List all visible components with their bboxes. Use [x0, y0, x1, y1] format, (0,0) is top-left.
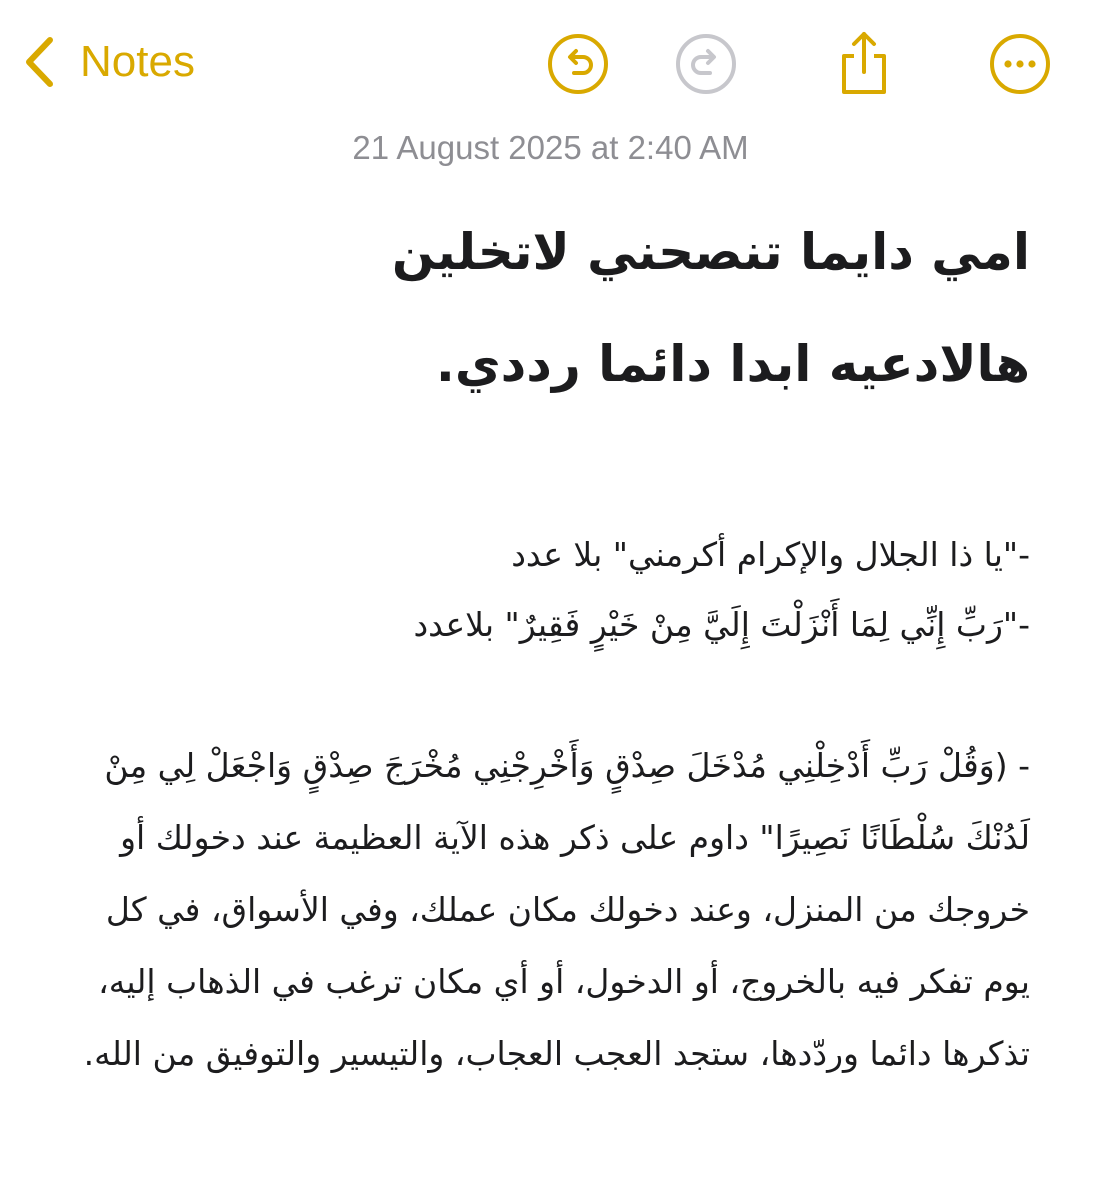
note-line-2: -"رَبِّ إِنِّي لِمَا أَنْزَلْتَ إِلَيَّ مِنْ خَيْرٍ فَقِيرٌ" بلاعدد	[413, 605, 1030, 644]
more-icon	[988, 32, 1052, 96]
note-body[interactable]	[60, 196, 1030, 1090]
more-options-button[interactable]	[988, 32, 1052, 96]
note-line-1: -"يا ذا الجلال والإكرام أكرمني" بلا عدد	[511, 535, 1030, 574]
spacer	[60, 660, 1030, 730]
note-title-line-2: هالادعيه ابدا دائما رددي.	[435, 335, 1030, 393]
note-timestamp: 21 August 2025 at 2:40 AM	[352, 129, 749, 166]
share-icon	[832, 28, 896, 96]
top-toolbar	[0, 0, 1101, 120]
spacer	[60, 420, 1030, 520]
note-paragraph: - (وَقُلْ رَبِّ أَدْخِلْنِي مُدْخَلَ صِدْقٍ وَأَخْرِجْنِي مُخْرَجَ صِدْقٍ وَاجْعَلْ لِي مِنْ لَدُنْكَ سُلْطَانًا نَصِيرًا" داوم على ذكر هذه الآية العظيمة عند دخولك أو خروجك من المنزل، وعند دخولك مكان عملك، وفي الأسواق، في كل يوم تفكر فيه بالخروج، أو الدخول، أو أي مكان ترغب في الذهاب إليه، تذكرها دائما وردّدها، ستجد العجب العجاب، والتيسير والتوفيق من الله.	[83, 746, 1030, 1073]
chevron-left-icon	[22, 35, 56, 89]
redo-button[interactable]	[674, 32, 738, 96]
undo-button[interactable]	[546, 32, 610, 96]
back-button[interactable]	[22, 30, 195, 94]
undo-icon	[546, 32, 610, 96]
note-title-line-1: امي دايما تنصحني لاتخلين	[391, 223, 1030, 281]
share-button[interactable]	[832, 28, 896, 92]
back-label: Notes	[80, 37, 195, 86]
redo-icon	[674, 32, 738, 96]
